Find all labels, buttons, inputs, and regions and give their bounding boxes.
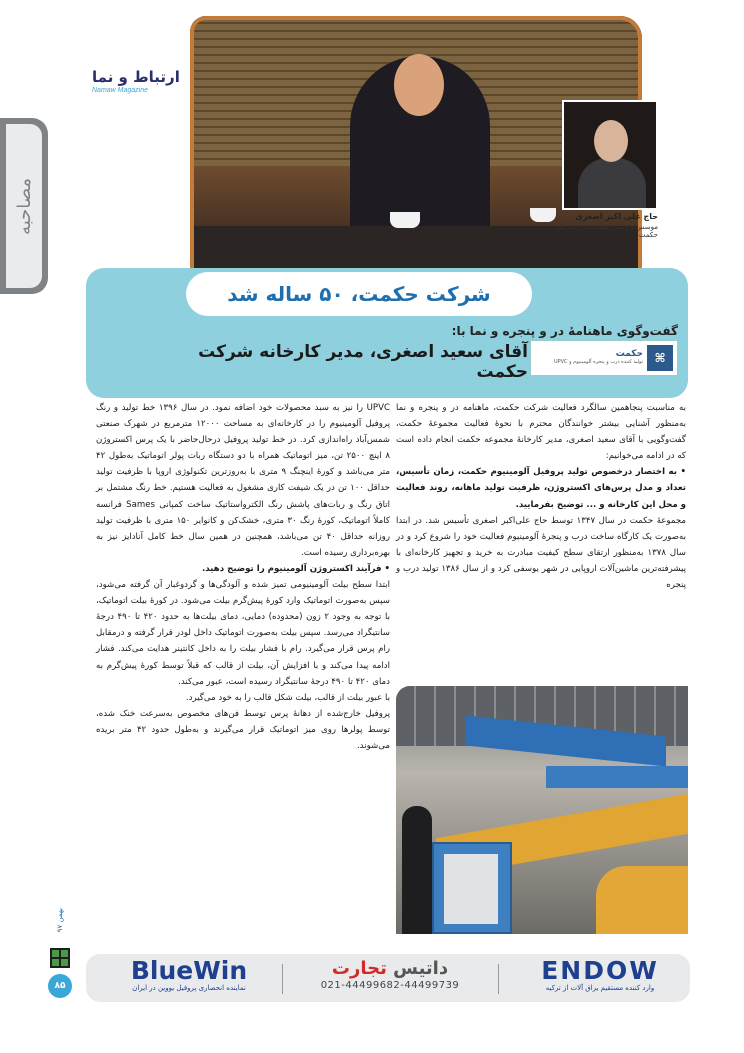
brand-name: حکمت [615,349,643,360]
title-pill [186,272,532,316]
paragraph: پروفیل خارج‌شده از دهانۀ پرس توسط فن‌های مخصوص به‌سرعت خنک شده، توسط پولرها روی میز اتوماتیک قرار می‌گیرند و به‌طول حدود ۴۲ متر بریده می‌شوند. [96,708,390,751]
ad-divider [282,964,283,994]
magazine-logo-text: ارتباط و نما [92,68,180,86]
section-tab-inner [6,124,42,288]
ad-datis-name-prefix: داتیس [393,958,449,979]
ad-endow[interactable] [520,958,680,998]
question: • به اختصار درخصوص تولید پروفیل آلومینیوم حکمت، زمان تأسیس، تعداد و مدل پرس‌های اکستروژن، ظرفیت تولید ماهانه، روند فعالیت و محل این کارخانه و ... توضیح بفرمایید. [396,467,686,510]
ad-bluewin[interactable] [104,958,274,998]
brand-logo [530,340,678,376]
portrait-caption [540,212,658,239]
paragraph: به مناسبت پنجاهمین سالگرد فعالیت شرکت حکمت، ماهنامه در و پنجره و نما به‌منظور آشنایی بیشتر خوانندگان محترم با نحوۀ فعالیت مجموعۀ حکمت، گفت‌وگویی با آقای سعید اصغری، مدیر کارخانۀ مجموعه حکمت انجام داده است که در ادامه می‌خوانیم: [396,403,686,462]
magazine-logo-subtitle: Namaw Magazine [92,87,149,94]
ad-datis[interactable] [300,958,480,998]
brand-text [554,350,643,365]
extrusion-beam [546,766,688,788]
section-tab-label: مصاحبه [13,177,35,235]
worker-figure [402,806,432,934]
portrait-caption-role: موسس و رئیس هیئت‌مدیره شرکت حکمت [555,223,658,239]
ad-datis-phone: 021-44499682-44499739 [320,980,460,991]
control-panel-face [444,854,498,924]
ad-endow-name: ENDOW [541,956,659,985]
ad-datis-name-suffix: تجارت [331,958,387,979]
article-title: شرکت حکمت، ۵۰ ساله شد [227,282,491,306]
article-column-left [96,400,390,754]
magazine-mark-icon [50,948,70,968]
ad-bluewin-name: BlueWin [130,956,248,985]
press-machine [596,866,688,934]
portrait-caption-name: حاج علی اکبر اصغری [575,212,658,221]
article-column-right [396,400,686,593]
page-number: ۸۵ [48,974,72,998]
founder-face [594,120,628,162]
intro-line: گفت‌وگوی ماهنامۀ در و پنجره و نما با: [451,324,678,338]
ad-bluewin-tagline: نماینده انحصاری پروفیل یووین در ایران [132,984,246,992]
ad-divider [498,964,499,994]
paragraph: با عبور بیلت از قالب، بیلت شکل قالب را به خود می‌گیرد. [185,692,390,703]
brand-tagline: تولید کننده درب و پنجره آلومینیوم و UPVC [553,359,643,366]
section-tab [0,118,48,294]
article-headline: آقای سعید اصغری، مدیر کارخانه شرکت حکمت [198,342,528,382]
question: • فرآیند اکستروژن آلومینیوم را توضیح دهید. [202,563,390,574]
paragraph: ابتدا سطح بیلت آلومینیومی تمیز شده و آلودگی‌ها و گردوغبار آن گرفته می‌شود، سپس به‌صورت اتوماتیک وارد کورۀ پیش‌گرم بیلت می‌شود. در کورۀ بیلت اتوماتیک، با توجه به وجود ۲ زون (محدوده) دمایی، دمای بیلت‌ها به حدود ۴۲۰ تا ۴۹۰ درجۀ سانتیگراد می‌رسد. سپس بیلت به‌صورت اتوماتیک داخل لودر قرار گرفته و درمقابل رام پرس قرار می‌گیرد. رام با فشار بیلت را به داخل کانتینر هدایت می‌کند. فشار ادامه پیدا می‌کند و با افزایش آن، بیلت از قالب که قبلاً توسط کورۀ پیش‌گرم به دمای ۴۲۰ تا ۴۹۰ درجۀ سانتیگراد رسیده است، عبور می‌کند. [96,580,390,687]
paragraph: UPVC را نیز به سبد محصولات خود اضافه نمود. در سال ۱۳۹۶ خط تولید و رنگ پروفیل آلومینیوم را در کارخانه‌ای به مساحت ۱۲۰۰۰ مترمربع در شهرک صنعتی شمس‌آباد راه‌اندازی کرد. در خط تولید پروفیل درحال‌حاضر با یک پرس اکستروژن ۸ اینچ ۲۵۰۰ تن، میز اتوماتیک همراه با دو دستگاه ربات پولر اتوماتیک به‌طول ۴۲ متر می‌باشد و کورۀ اینچنگ ۹ متری با به‌روزترین تکنولوژی اروپا با ظرفیت تولید حداقل ۱۰۰ تن در یک شیفت کاری مشغول به فعالیت هستیم. خط رنگ مشتمل بر اتاق رنگ و ربات‌های پاشش رنگ الکترواستاتیک ساخت کمپانی Sames فرانسه کاملاً اتوماتیک، کورۀ رنگ ۳۰ متری، خشک‌کن و کانوایر ۱۵۰ متری با ظرفیت تولید روزانه حداقل ۴۰ تن می‌باشد، همچنین در همین سال خط کامل آنادایز نیز به بهره‌برداری رسیده است. [96,403,391,558]
ad-datis-name [300,958,480,980]
founder-body [578,158,646,210]
magazine-logo [92,68,184,94]
brand-emblem-icon: ⌘ [647,345,673,371]
paragraph: مجموعۀ حکمت در سال ۱۳۴۷ توسط حاج علی‌اکبر اصغری تأسیس شد. در ابتدا به‌صورت یک کارگاه ساخت درب و پنجرۀ آلومینیوم فعالیت خود را شروع کرد و در سال ۱۳۷۸ به‌منظور ارتقای سطح کیفیت مبادرت به خرید و تجهیز کارخانه‌ای با پیشرفته‌ترین ماشین‌آلات اروپایی در شهر یوسفی کرد و از سال ۱۳۸۶ تولید درب و پنجره [396,515,687,591]
issue-label [46,908,74,936]
factory-photo [396,686,688,934]
founder-portrait [562,100,658,210]
ad-endow-tagline: وارد کننده مستقیم یراق آلات از ترکیه [545,984,655,992]
issue-date: بهمن ۹۷ [56,908,64,933]
